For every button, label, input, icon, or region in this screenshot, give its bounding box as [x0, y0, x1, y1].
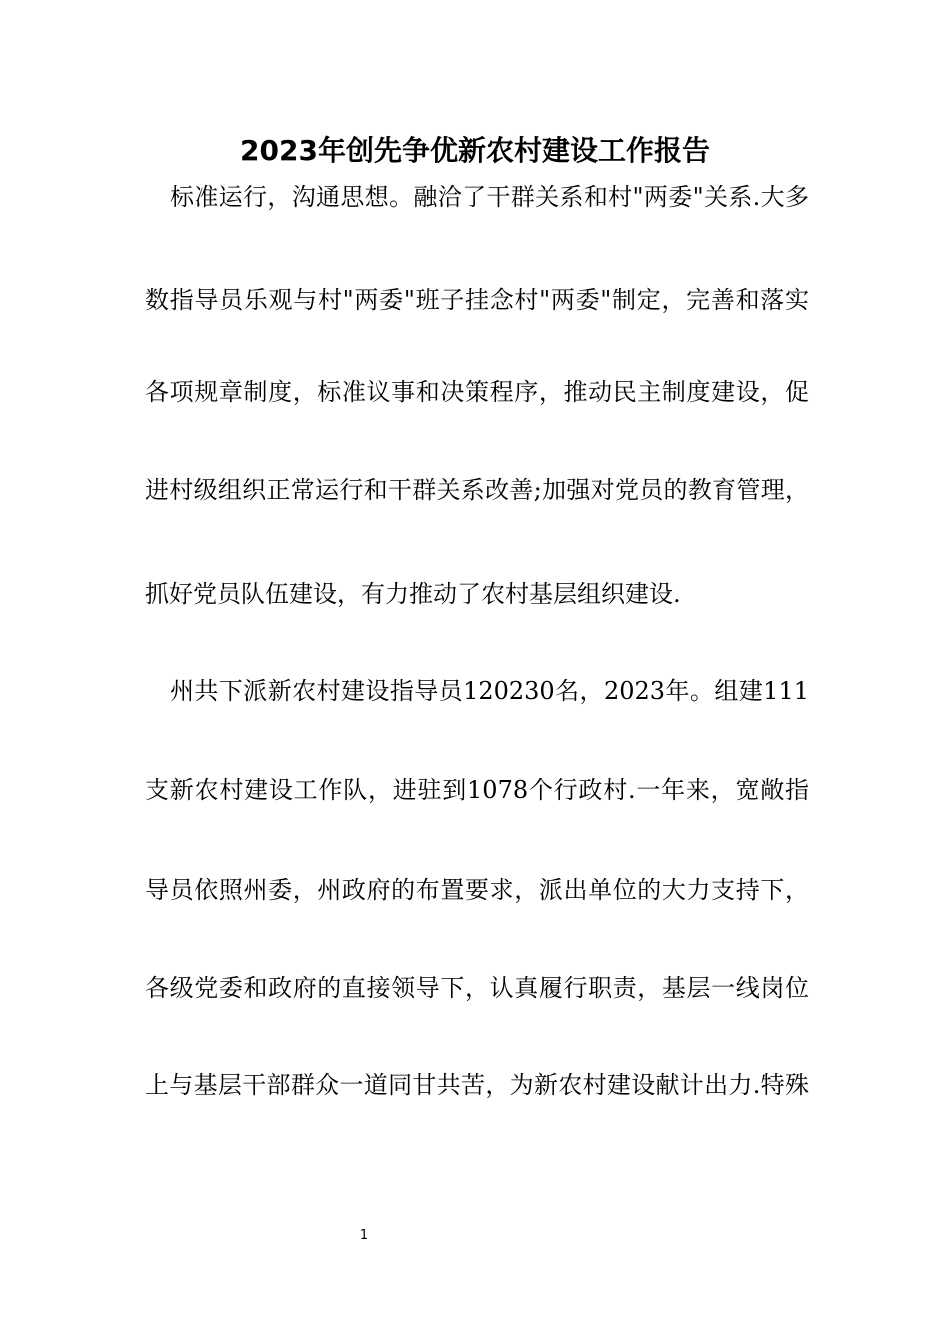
paragraph-1-line-1: 标准运行，沟通思想。融洽了干群关系和村"两委"关系.大多	[170, 183, 809, 211]
document-title: 2023年创先争优新农村建设工作报告	[240, 134, 710, 167]
page-number: 1	[359, 1228, 369, 1243]
paragraph-2-line-1: 州共下派新农村建设指导员120230名，2023年。组建111	[170, 677, 809, 705]
paragraph-2-line-4: 各级党委和政府的直接领导下，认真履行职责，基层一线岗位	[145, 974, 809, 1002]
paragraph-2-line-2: 支新农村建设工作队，进驻到1078个行政村.一年来，宽敞指	[145, 776, 809, 804]
paragraph-1-line-2: 数指导员乐观与村"两委"班子挂念村"两委"制定，完善和落实	[145, 286, 809, 314]
paragraph-2-line-3: 导员依照州委，州政府的布置要求，派出单位的大力支持下，	[145, 876, 809, 904]
paragraph-1-line-3: 各项规章制度，标准议事和决策程序，推动民主制度建设，促	[145, 378, 809, 406]
paragraph-1-line-5: 抓好党员队伍建设，有力推动了农村基层组织建设.	[145, 580, 681, 608]
paragraph-2-line-5: 上与基层干部群众一道同甘共苦，为新农村建设献计出力.特殊	[145, 1071, 809, 1099]
paragraph-1-line-4: 进村级组织正常运行和干群关系改善;加强对党员的教育管理，	[145, 476, 809, 504]
